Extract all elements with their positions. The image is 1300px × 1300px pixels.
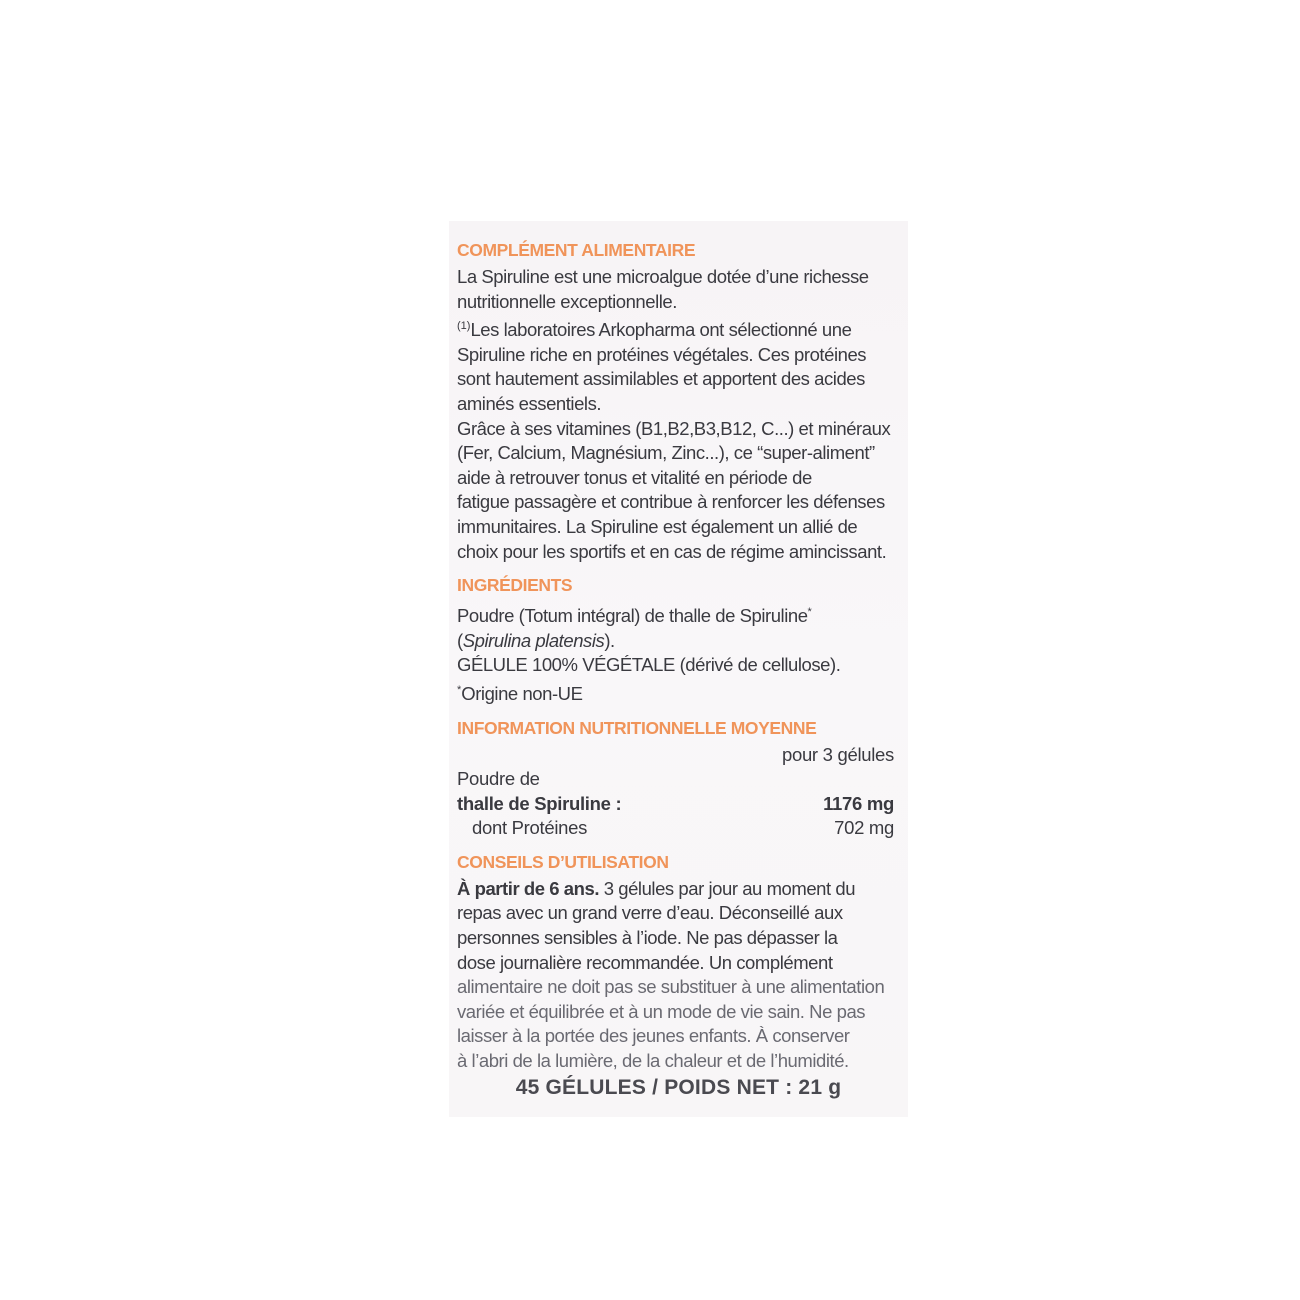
section-title-complement: COMPLÉMENT ALIMENTAIRE — [457, 240, 696, 260]
complement-line: choix pour les sportifs et en cas de régime amincissant. — [457, 540, 887, 562]
section-title-ingredients: INGRÉDIENTS — [457, 575, 573, 596]
usage-line: repas avec un grand verre d’eau. Déconseillé aux — [457, 902, 843, 924]
ingredients-line: GÉLULE 100% VÉGÉTALE (dérivé de cellulose). — [457, 654, 841, 676]
nutrition-per-dose: pour 3 gélules — [781, 743, 894, 765]
paren-open: ( — [457, 629, 463, 651]
section-title-nutrition: INFORMATION NUTRITIONNELLE MOYENNE — [457, 717, 817, 738]
complement-line: nutritionnelle exceptionnelle. — [457, 290, 677, 312]
section-title-usage: CONSEILS D’UTILISATION — [457, 851, 669, 872]
paren-close: ). — [604, 629, 615, 651]
nutrition-value: 702 mg — [834, 817, 894, 839]
complement-line: aide à retrouver tonus et vitalité en période de — [457, 466, 812, 488]
usage-line: personnes sensibles à l’iode. Ne pas dépasser la — [457, 927, 838, 949]
complement-line: La Spiruline est une microalgue dotée d’une richesse — [457, 266, 869, 287]
complement-line: Spiruline riche en protéines végétales. Ces protéines — [457, 343, 867, 365]
nutrition-label: dont Protéines — [472, 817, 588, 839]
ingredients-line-text: Origine non-UE — [461, 682, 583, 704]
ingredients-line-text: Poudre (Totum intégral) de thalle de Spiruline — [457, 605, 808, 627]
complement-line: (Fer, Calcium, Magnésium, Zinc...), ce “super-aliment” — [457, 442, 875, 464]
ingredients-line — [457, 678, 894, 707]
nutrition-value: 1176 mg — [823, 792, 894, 814]
usage-line: variée et équilibrée et à un mode de vie sain. Ne pas — [457, 1000, 866, 1022]
complement-line: Grâce à ses vitamines (B1,B2,B3,B12, C...) et minéraux — [457, 417, 891, 439]
nutrition-row — [457, 792, 894, 817]
usage-age: À partir de 6 ans. — [457, 877, 600, 899]
complement-line-text: Les laboratoires Arkopharma ont sélectionné une — [470, 319, 852, 341]
complement-line: immunitaires. La Spiruline est également un allié de — [457, 515, 858, 537]
footnote-mark: (1) — [457, 320, 471, 333]
product-label-panel — [449, 221, 908, 1117]
usage-line: alimentaire ne doit pas se substituer à une alimentation — [457, 976, 885, 998]
usage-line: laisser à la portée des jeunes enfants. À conserver — [457, 1025, 850, 1047]
usage-line: à l’abri de la lumière, de la chaleur et de l’humidité. — [457, 1050, 849, 1072]
asterisk-mark: * — [807, 606, 812, 619]
nutrition-row — [457, 816, 894, 841]
complement-line — [457, 314, 894, 343]
latin-name: Spirulina platensis — [462, 629, 605, 651]
usage-line — [457, 877, 894, 902]
complement-line: sont hautement assimilables et apportent des acides — [457, 368, 865, 390]
nutrition-label: thalle de Spiruline : — [457, 792, 622, 814]
usage-line: dose journalière recommandée. Un complément — [457, 951, 833, 973]
nutrition-label: Poudre de — [457, 768, 540, 790]
ingredients-line — [457, 629, 894, 654]
asterisk-mark: * — [457, 683, 462, 696]
complement-line: fatigue passagère et contribue à renforcer les défenses — [457, 491, 885, 513]
nutrition-row — [457, 767, 894, 792]
ingredients-line — [457, 600, 894, 629]
net-weight: 45 GÉLULES / POIDS NET : 21 g — [515, 1076, 842, 1099]
usage-line-text: 3 gélules par jour au moment du — [599, 877, 856, 899]
complement-line: aminés essentiels. — [457, 392, 602, 414]
